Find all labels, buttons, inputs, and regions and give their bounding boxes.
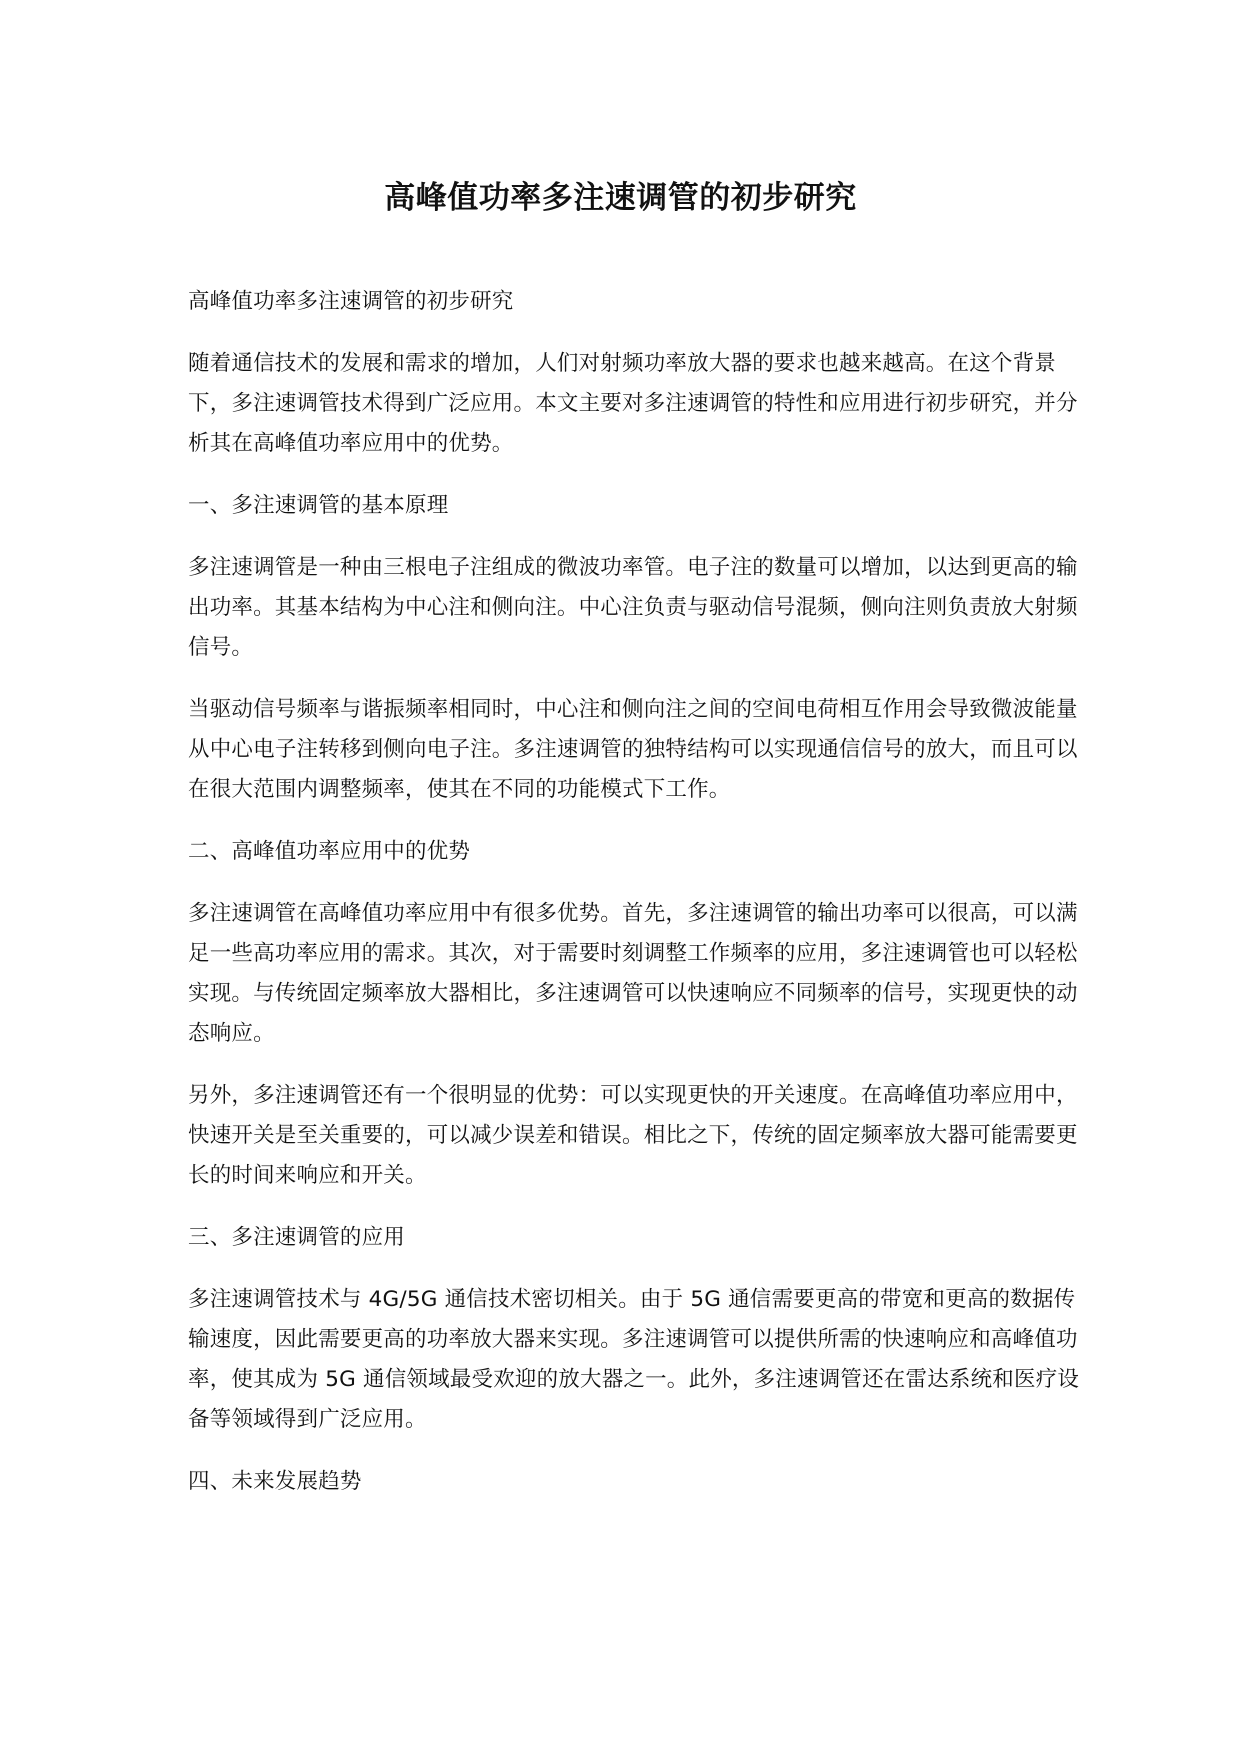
document-body [188, 282, 1093, 1524]
document-title: 高峰值功率多注速调管的初步研究 [384, 180, 857, 216]
subtitle-paragraph: 高峰值功率多注速调管的初步研究 [188, 289, 514, 314]
body-paragraph: 多注速调管在高峰值功率应用中有很多优势。首先，多注速调管的输出功率可以很高，可以满足一些高功率应用的需求。其次，对于需要时刻调整工作频率的应用，多注速调管也可以轻松实现。与传统固定频率放大器相比，多注速调管可以快速响应不同频率的信号，实现更快的动态响应。 [188, 901, 1078, 1046]
section-heading-4: 四、未来发展趋势 [188, 1469, 362, 1494]
section-heading-1: 一、多注速调管的基本原理 [188, 493, 449, 518]
section-heading-2: 二、高峰值功率应用中的优势 [188, 839, 471, 864]
body-paragraph: 另外，多注速调管还有一个很明显的优势：可以实现更快的开关速度。在高峰值功率应用中，快速开关是至关重要的，可以减少误差和错误。相比之下，传统的固定频率放大器可能需要更长的时间来响应和开关。 [188, 1083, 1078, 1188]
body-paragraph: 多注速调管是一种由三根电子注组成的微波功率管。电子注的数量可以增加，以达到更高的输出功率。其基本结构为中心注和侧向注。中心注负责与驱动信号混频，侧向注则负责放大射频信号。 [188, 555, 1078, 660]
body-paragraph: 多注速调管技术与 4G/5G 通信技术密切相关。由于 5G 通信需要更高的带宽和更高的数据传输速度，因此需要更高的功率放大器来实现。多注速调管可以提供所需的快速响应和高峰值功率，使其成为 5G 通信领域最受欢迎的放大器之一。此外，多注速调管还在雷达系统和医疗设备等领域得到广泛应用。 [188, 1287, 1080, 1432]
intro-paragraph: 随着通信技术的发展和需求的增加，人们对射频功率放大器的要求也越来越高。在这个背景下，多注速调管技术得到广泛应用。本文主要对多注速调管的特性和应用进行初步研究，并分析其在高峰值功率应用中的优势。 [188, 351, 1078, 456]
body-paragraph: 当驱动信号频率与谐振频率相同时，中心注和侧向注之间的空间电荷相互作用会导致微波能量从中心电子注转移到侧向电子注。多注速调管的独特结构可以实现通信信号的放大，而且可以在很大范围内调整频率，使其在不同的功能模式下工作。 [188, 697, 1078, 802]
section-heading-3: 三、多注速调管的应用 [188, 1225, 406, 1250]
